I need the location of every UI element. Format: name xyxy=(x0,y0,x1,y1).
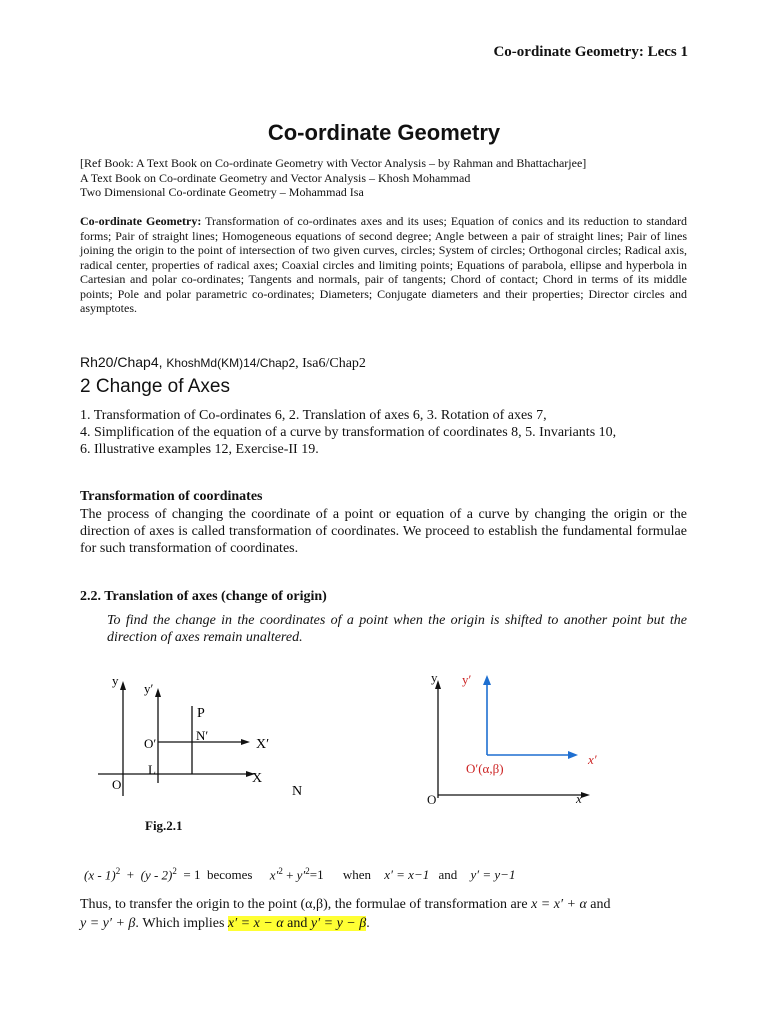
eq-y-sub: y′ = y−1 xyxy=(470,867,516,883)
eq-transformed: $x'^2 + y'^2=1$ xyxy=(269,866,324,883)
point-label-l: L xyxy=(148,762,156,777)
formula-y: y = y′ + β xyxy=(80,916,136,931)
references xyxy=(80,156,690,200)
eq-term-2: (y - 2)$^2$ xyxy=(140,866,177,883)
reference-line: Two Dimensional Co-ordinate Geometry – Mohammad Isa xyxy=(80,185,364,199)
point-label-o-prime: O′ xyxy=(144,736,157,751)
reference-line: A Text Book on Co-ordinate Geometry and Vector Analysis – Khosh Mohammad xyxy=(80,170,471,185)
conclusion-paragraph: Thus, to transfer the origin to the point (α,β), the formulae of transformation are x = x′ + α and y = y′ + β. Which implies x′ = x − α and y′ = y − β. xyxy=(80,897,611,931)
transformation-paragraph: The process of changing the coordinate of a point or equation of a curve by changing the origin or the direction of axes is called transformation of coordinates. We proceed to establish the fundamental formulae for such transformation of coordinates. xyxy=(80,507,687,556)
chapter-ref-km: KhoshMd(KM)14/Chap2 xyxy=(166,356,296,370)
contents-line: 1. Transformation of Co-ordinates 6, 2. Translation of axes 6, 3. Rotation of axes 7, xyxy=(80,408,547,423)
eq-becomes: = 1 becomes xyxy=(180,867,253,883)
formula-x: x = x′ + α xyxy=(531,897,587,912)
point-label-n: N xyxy=(292,784,303,799)
chapter-ref-rh: Rh20/Chap4, xyxy=(80,354,167,370)
contents-line: 4. Simplification of the equation of a curve by transformation of coordinates 8, 5. Invariants 10, xyxy=(80,425,617,440)
axis-label-y: y xyxy=(112,673,119,688)
highlight-result: x′ = x − α and y′ = y − β xyxy=(227,916,367,931)
figure-translation-axes xyxy=(90,668,320,808)
figure-shifted-origin xyxy=(420,666,620,811)
axis-label-y-prime: y′ xyxy=(462,672,472,687)
section-contents xyxy=(80,407,616,458)
chapter-ref-isa: , Isa6/Chap2 xyxy=(295,356,366,371)
axis-label-x-prime: x′ xyxy=(588,752,597,767)
running-head: Co-ordinate Geometry: Lecs 1 xyxy=(493,44,688,60)
section-heading: 2 Change of Axes xyxy=(80,376,230,397)
point-label-n-prime: N′ xyxy=(196,728,209,743)
chapter-references xyxy=(80,354,366,372)
figure-caption: Fig.2.1 xyxy=(145,818,183,833)
axis-label-y-prime: y′ xyxy=(144,681,154,696)
eq-when: when xyxy=(342,867,372,883)
syllabus-paragraph xyxy=(80,214,687,316)
translation-statement: To find the change in the coordinates of a point when the origin is shifted to another point but the direction of axes remain unaltered. xyxy=(107,613,687,645)
translation-heading: 2.2. Translation of axes (change of origin) xyxy=(80,589,327,604)
reference-line: [Ref Book: A Text Book on Co-ordinate Geometry with Vector Analysis – by Rahman and Bhattacharjee] xyxy=(80,156,587,170)
point-label-p: P xyxy=(197,706,205,721)
axis-label-x: X xyxy=(252,771,263,786)
page-title: Co-ordinate Geometry xyxy=(267,120,501,145)
example-equation: (x - 1)$^2$ + (y - 2)$^2$ = 1 becomes $x'^2 + y'^2=1$ when x′ = x−1 and y′ = y−1 xyxy=(84,866,516,883)
axis-label-x-prime: X′ xyxy=(256,737,270,752)
eq-x-sub: x′ = x−1 xyxy=(384,867,430,883)
syllabus-label: Co-ordinate Geometry: xyxy=(80,214,202,228)
axis-label-x: x xyxy=(576,791,582,806)
eq-term-1: (x - 1)$^2$ xyxy=(84,866,121,883)
contents-line: 6. Illustrative examples 12, Exercise-II 19. xyxy=(80,442,319,457)
shifted-origin-label: O′(α,β) xyxy=(466,761,504,776)
origin-label: O xyxy=(427,792,437,807)
transformation-heading: Transformation of coordinates xyxy=(80,489,263,504)
eq-and: and xyxy=(438,867,458,883)
axis-label-y: y xyxy=(431,670,438,685)
origin-label: O xyxy=(112,777,122,792)
syllabus-text: Transformation of co-ordinates axes and its uses; Equation of conics and its reduction to standard forms; Pair of straight lines; Homogeneous equations of second degree; Angle between a pair of straight lines; Pair of lines joining the origin to the point of intersection of two given curves, circles; System of circles; Orthogonal circles; Radical axis, radical center, properties of radical axes; Coaxial circles and limiting points; Equations of parabola, ellipse and hyperbola in Cartesian and polar co-ordinates; Tangents and normals, pair of tangents; Chord of contact; Chord in terms of its middle points; Pole and polar parametric co-ordinates; Diameters; Conjugate diameters and their properties; Director circles and asymptotes. xyxy=(80,214,687,315)
